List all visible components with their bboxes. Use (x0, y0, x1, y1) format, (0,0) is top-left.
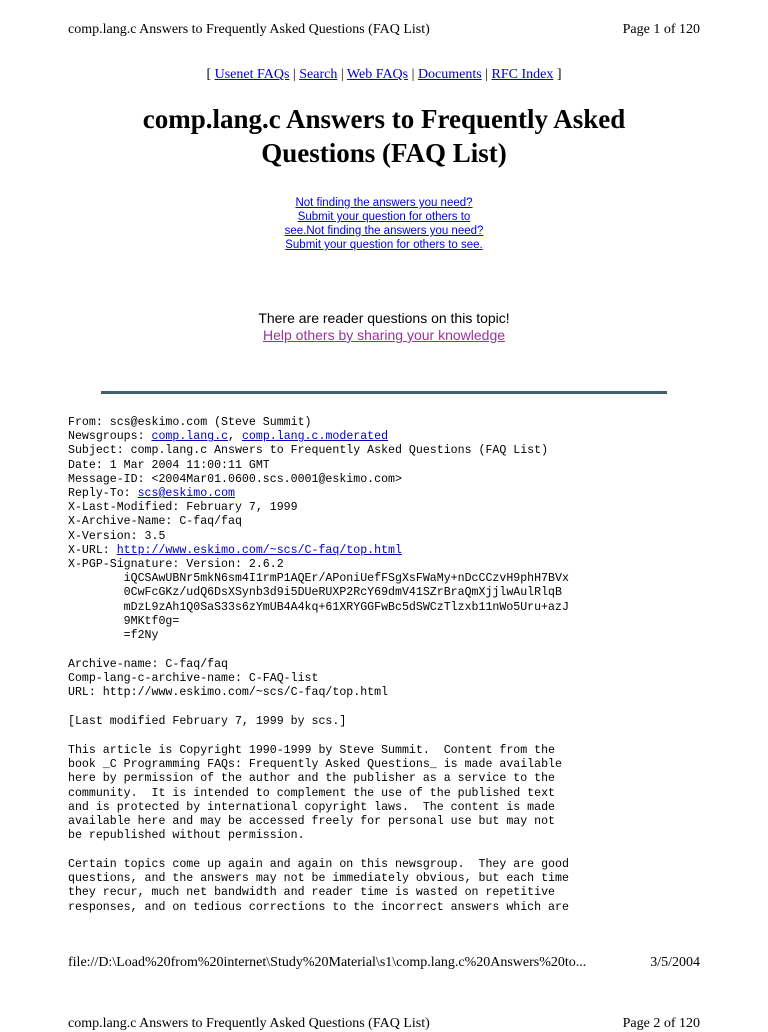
header-version: X-Version: 3.5 (68, 529, 166, 543)
reader-questions-box (258, 310, 510, 344)
print-header-page-number: Page 1 of 120 (622, 22, 700, 37)
print-footer-path: file://D:\Load%20from%20internet\Study%20Material\s1\comp.lang.c%20Answers%20to... (68, 955, 587, 970)
newsgroup-link-comp-lang-c-moderated[interactable]: comp.lang.c.moderated (241, 430, 389, 444)
nav-link-web-faqs[interactable]: Web FAQs (346, 67, 409, 82)
nav-link-rfc-index[interactable]: RFC Index (491, 67, 554, 82)
faq-url-link[interactable]: http://www.eskimo.com/~scs/C-faq/top.html (116, 543, 402, 557)
reply-to-email-link[interactable]: scs@eskimo.com (137, 487, 235, 501)
paragraph-line: responses, and on tedious corrections to the incorrect answers which are (68, 900, 569, 914)
pgp-signature-line: mDzL9zAh1Q0SaS33s6zYmUB4A4kq+61XRYGGFwBc5dSWCzTlzxb11nWo5Uru+azJ (68, 600, 569, 614)
horizontal-divider (101, 391, 667, 394)
header-subject: Subject: comp.lang.c Answers to Frequently Asked Questions (FAQ List) (68, 444, 549, 458)
archive-info (68, 658, 688, 701)
print-footer-date: 3/5/2004 (650, 955, 700, 970)
document-title: comp.lang.c Answers to Frequently Asked Questions (FAQ List) (142, 104, 626, 168)
top-navigation-bar: [ Usenet FAQs | Search | Web FAQs | Documents | RFC Index ] (206, 67, 562, 82)
submit-question-box (280, 196, 488, 252)
paragraph-line: community. It is intended to complement the use of the published text (68, 786, 556, 800)
nav-link-usenet-faqs[interactable]: Usenet FAQs (214, 67, 290, 82)
archive-name-line: Archive-name: C-faq/faq (68, 658, 229, 671)
next-page-header-page-number: Page 2 of 120 (622, 1016, 700, 1031)
paragraph-line: This article is Copyright 1990-1999 by Steve Summit. Content from the (68, 744, 556, 757)
pgp-signature-line: 0CwFcGKz/udQ6DsXSynb3d9i5DUeRUXP2RcY69dmV41SZrBraQmXjjlwAulRlqB (68, 586, 562, 600)
last-modified-note: [Last modified February 7, 1999 by scs.] (68, 715, 347, 728)
print-header (68, 22, 700, 38)
paragraph-line: available here and may be accessed freely for personal use but may not (68, 815, 556, 829)
next-page-header (68, 1016, 700, 1032)
pgp-signature-line: =f2Ny (68, 629, 159, 643)
copyright-paragraph (68, 744, 688, 843)
paragraph-line: questions, and the answers may not be immediately obvious, but each time (68, 872, 569, 886)
reader-questions-text: There are reader questions on this topic! (258, 310, 510, 326)
print-footer (68, 955, 700, 971)
submit-question-link[interactable]: Not finding the answers you need? Submit your question for others to see. (284, 197, 473, 237)
header-pgp-signature: X-PGP-Signature: Version: 2.6.2 (68, 558, 284, 572)
paragraph-line: here by permission of the author and the publisher as a service to the (68, 772, 556, 786)
paragraph-line: they recur, much net bandwidth and reader time is wasted on repetitive (68, 886, 556, 900)
pgp-signature-line: 9MKtf0g= (68, 614, 180, 628)
nav-link-search[interactable]: Search (299, 67, 338, 82)
header-date: Date: 1 Mar 2004 11:00:11 GMT (68, 458, 270, 472)
pgp-signature-line: iQCSAwUBNr5mkN6sm4I1rmP1AQEr/APoniUefFSgXsFWaMy+nDcCCzvH9phH7BVx (68, 572, 569, 586)
header-reply-to-label: Reply-To: (68, 487, 138, 501)
message-headers: From: scs@eskimo.com (Steve Summit) Newsgroups: comp.lang.c, comp.lang.c.moderated Subject: comp.lang.c Answers to Frequently Asked Questions (FAQ List) Date: 1 Mar 2004 11:00:11 GMT Message-ID: <2004Mar01.0600.scs.0001@eskimo.com> Reply-To: scs@eskimo.com X-Last-Modified: February 7, 1999 X-Archive-Name: C-faq/faq X-Version: 3.5 X-URL: http://www.eskimo.com/~scs/C-faq/top.html X-PGP-Signature: Version: 2.6.2 iQCSAwUBNr5mkN6sm4I1rmP1AQEr/APoniUefFSgXsFWaMy+nDcCCzvH9phH7BVx 0CwFcGKz/udQ6DsXSynb3d9i5DUeRUXP2RcY69dmV41SZrBraQmXjjlwAulRlqB mDzL9zAh1Q0SaS33s6zYmUB4A4kq+61XRYGGFwBc5dSWCzTlzxb11nWo5Uru+azJ 9MKtf0g= =f2Ny (68, 416, 569, 643)
intro-paragraph (68, 858, 688, 915)
nav-link-documents[interactable]: Documents (417, 67, 482, 82)
header-from: From: scs@eskimo.com (Steve Summit) (68, 416, 312, 429)
share-knowledge-link[interactable]: Help others by sharing your knowledge (262, 327, 506, 343)
header-newsgroups-label: Newsgroups: (68, 430, 152, 444)
paragraph-line: book _C Programming FAQs: Frequently Asked Questions_ is made available (68, 758, 562, 772)
submit-question-link-duplicate[interactable]: Not finding the answers you need? Submit your question for others to see. (285, 225, 484, 251)
next-page-header-title: comp.lang.c Answers to Frequently Asked Questions (FAQ List) (68, 1016, 430, 1031)
header-archive-name: X-Archive-Name: C-faq/faq (68, 515, 242, 529)
header-url-label: X-URL: (68, 543, 117, 557)
archive-name-line: Comp-lang-c-archive-name: C-FAQ-list (68, 672, 319, 686)
header-last-modified: X-Last-Modified: February 7, 1999 (68, 501, 298, 515)
paragraph-line: be republished without permission. (68, 829, 305, 843)
paragraph-line: Certain topics come up again and again on this newsgroup. They are good (68, 858, 569, 871)
archive-url-line: URL: http://www.eskimo.com/~scs/C-faq/top.html (68, 686, 389, 700)
paragraph-line: and is protected by international copyright laws. The content is made (68, 800, 556, 814)
newsgroup-link-comp-lang-c[interactable]: comp.lang.c (151, 430, 229, 444)
header-message-id: Message-ID: <2004Mar01.0600.scs.0001@eskimo.com> (68, 472, 402, 486)
print-header-title: comp.lang.c Answers to Frequently Asked Questions (FAQ List) (68, 22, 430, 37)
